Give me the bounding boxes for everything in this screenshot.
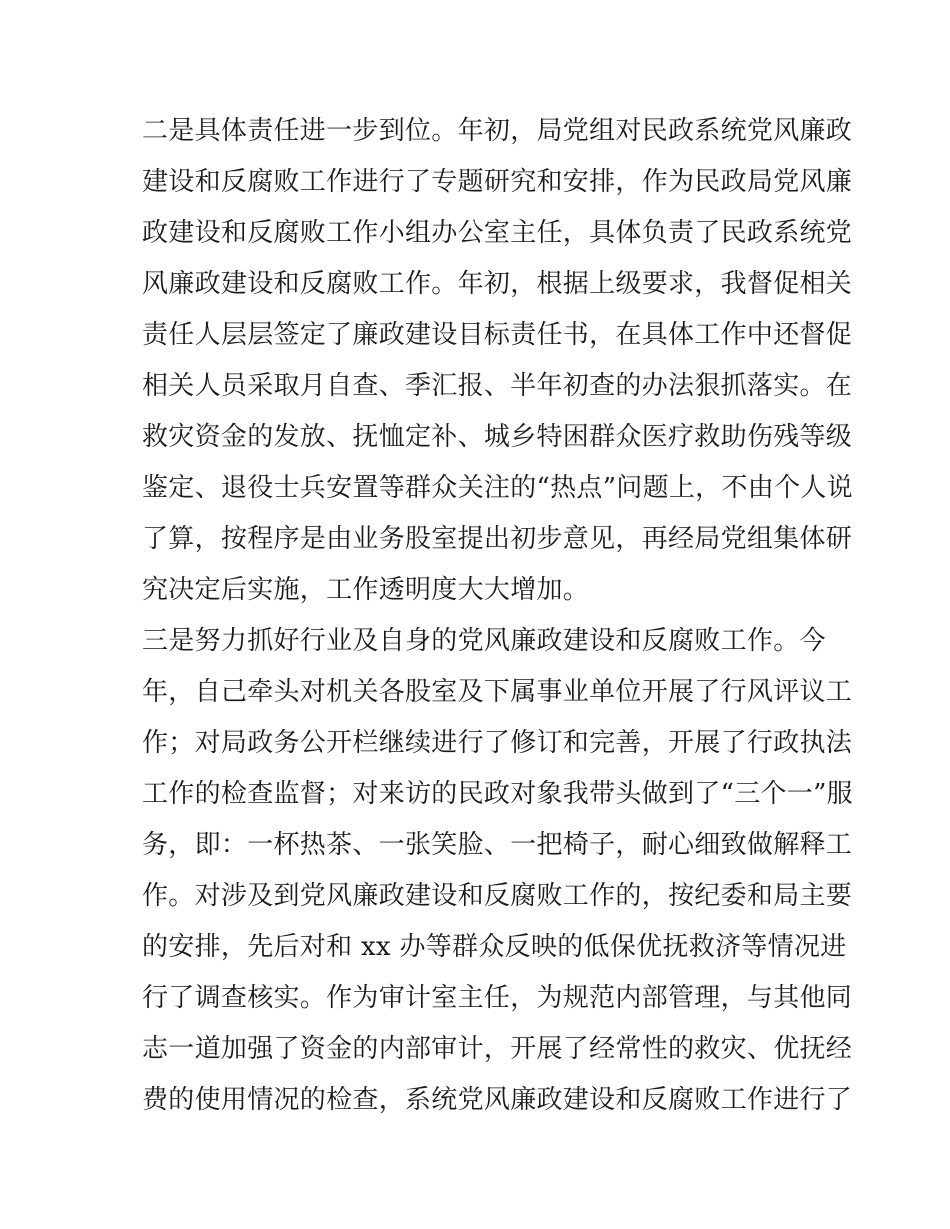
text-line: 志一道加强了资金的内部审计，开展了经常性的救灾、优抚经 — [142, 1034, 853, 1064]
text-line: 责任人层层签定了廉政建设目标责任书，在具体工作中还督促 — [142, 320, 853, 350]
text-line: 风廉政建设和反腐败工作。年初，根据上级要求，我督促相关 — [142, 269, 853, 299]
text-line: 务，即：一杯热茶、一张笑脸、一把椅子，耐心细致做解释工 — [142, 830, 853, 860]
text-line: 作；对局政务公开栏继续进行了修订和完善，开展了行政执法 — [142, 728, 853, 758]
text-line: 的安排，先后对和 xx 办等群众反映的低保优抚救济等情况进 — [142, 932, 847, 962]
text-line: 建设和反腐败工作进行了专题研究和安排，作为民政局党风廉 — [142, 167, 853, 197]
text-line: 究决定后实施，工作透明度大大增加。 — [142, 575, 590, 605]
text-line: 了算，按程序是由业务股室提出初步意见，再经局党组集体研 — [142, 524, 853, 554]
text-line: 三是努力抓好行业及自身的党风廉政建设和反腐败工作。今 — [142, 626, 826, 656]
text-line: 作。对涉及到党风廉政建设和反腐败工作的，按纪委和局主要 — [142, 881, 853, 911]
document-body — [142, 106, 853, 1126]
text-line: 行了调查核实。作为审计室主任，为规范内部管理，与其他同 — [142, 983, 853, 1013]
text-line: 救灾资金的发放、抚恤定补、城乡特困群众医疗救助伤残等级 — [142, 422, 853, 452]
text-line: 费的使用情况的检查，系统党风廉政建设和反腐败工作进行了 — [142, 1085, 853, 1115]
text-line: 政建设和反腐败工作小组办公室主任，具体负责了民政系统党 — [142, 218, 853, 248]
text-line: 年，自己牵头对机关各股室及下属事业单位开展了行风评议工 — [142, 677, 853, 707]
text-line: 相关人员采取月自查、季汇报、半年初查的办法狠抓落实。在 — [142, 371, 853, 401]
text-line: 二是具体责任进一步到位。年初，局党组对民政系统党风廉政 — [142, 116, 853, 146]
text-line: 工作的检查监督；对来访的民政对象我带头做到了“三个一”服 — [142, 779, 853, 809]
text-line: 鉴定、退役士兵安置等群众关注的“热点”问题上，不由个人说 — [142, 473, 853, 503]
